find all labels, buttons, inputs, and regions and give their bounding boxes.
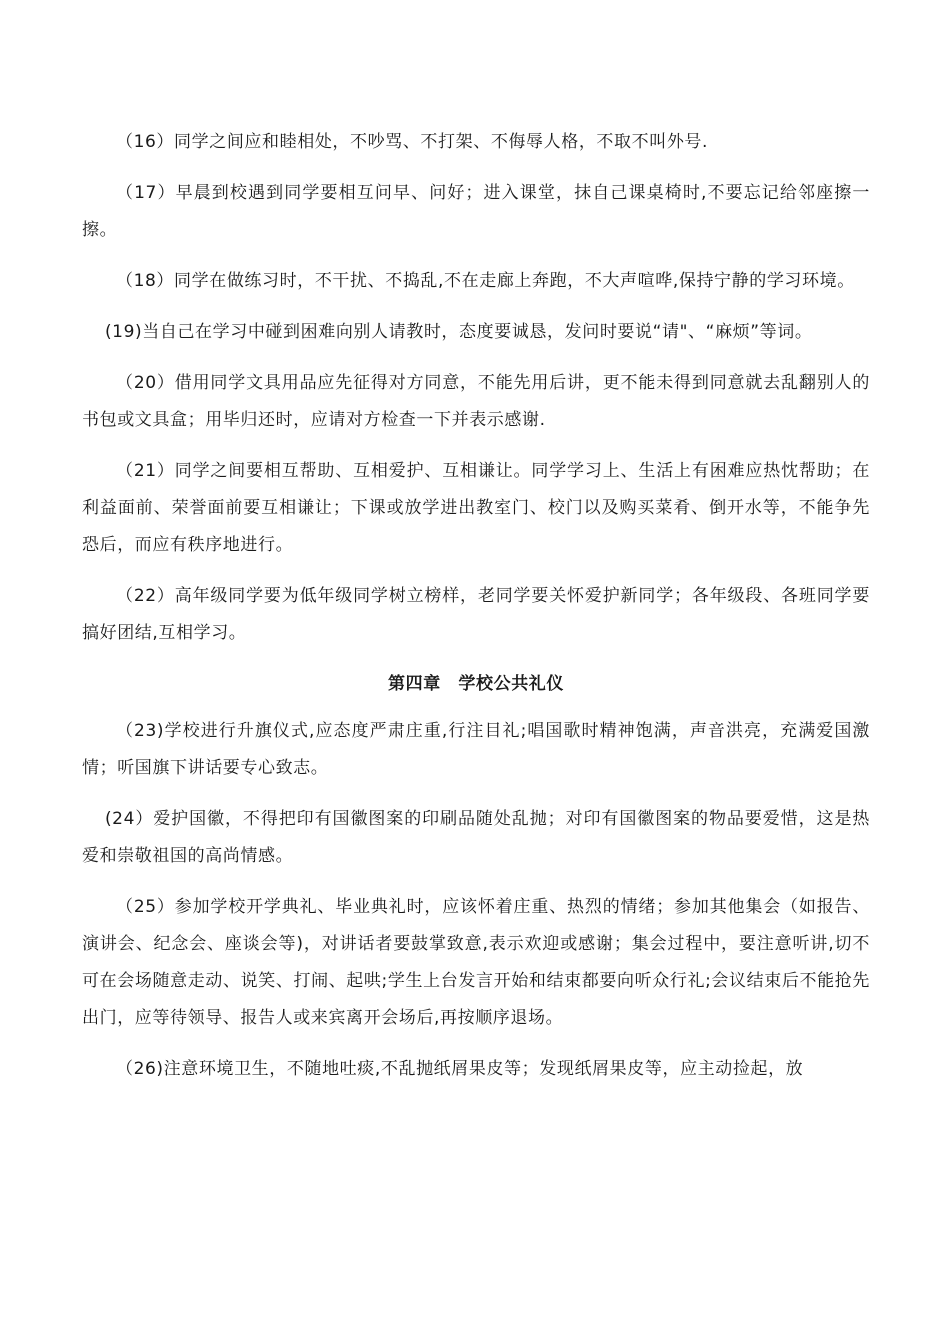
paragraph-21: （21）同学之间要相互帮助、互相爱护、互相谦让。同学学习上、生活上有困难应热忱帮助；在利益面前、荣誉面前要互相谦让；下课或放学进出教室门、校门以及购买菜肴、倒开水等，不能争先恐后，而应有秩序地进行。 <box>82 461 870 555</box>
paragraph-22: （22）高年级同学要为低年级同学树立榜样，老同学要关怀爱护新同学；各年级段、各班同学要搞好团结,互相学习。 <box>82 586 870 643</box>
paragraph-23: （23)学校进行升旗仪式,应态度严肃庄重,行注目礼;唱国歌时精神饱满，声音洪亮，充满爱国激情；听国旗下讲话要专心致志。 <box>82 721 870 778</box>
paragraph-18: （18）同学在做练习时，不干扰、不捣乱,不在走廊上奔跑，不大声喧哗,保持宁静的学习环境。 <box>116 271 855 291</box>
paragraph-20: （20）借用同学文具用品应先征得对方同意，不能先用后讲，更不能未得到同意就去乱翻别人的书包或文具盒；用毕归还时，应请对方检查一下并表示感谢. <box>82 373 870 430</box>
paragraph-25: （25）参加学校开学典礼、毕业典礼时，应该怀着庄重、热烈的情绪；参加其他集会（如报告、演讲会、纪念会、座谈会等)，对讲话者要鼓掌致意,表示欢迎或感谢；集会过程中，要注意听讲,切不可在会场随意走动、说笑、打闹、起哄;学生上台发言开始和结束都要向听众行礼;会议结束后不能抢先出门，应等待领导、报告人或来宾离开会场后,再按顺序退场。 <box>82 897 870 1028</box>
paragraph-17: （17）早晨到校遇到同学要相互问早、问好；进入课堂，抹自己课桌椅时,不要忘记给邻座擦一擦。 <box>82 183 870 240</box>
paragraph-26: （26)注意环境卫生，不随地吐痰,不乱抛纸屑果皮等；发现纸屑果皮等，应主动捡起，放 <box>116 1059 804 1079</box>
paragraph-16: （16）同学之间应和睦相处，不吵骂、不打架、不侮辱人格，不取不叫外号. <box>116 132 709 152</box>
paragraph-24: (24）爱护国徽，不得把印有国徽图案的印刷品随处乱抛；对印有国徽图案的物品要爱惜，这是热爱和崇敬祖国的高尚情感。 <box>82 809 870 866</box>
chapter-heading: 第四章 学校公共礼仪 <box>388 674 564 694</box>
document-page <box>82 124 870 1102</box>
paragraph-19: (19)当自己在学习中碰到困难向别人请教时，态度要诚恳，发问时要说“请"、“麻烦”等词。 <box>104 322 813 342</box>
